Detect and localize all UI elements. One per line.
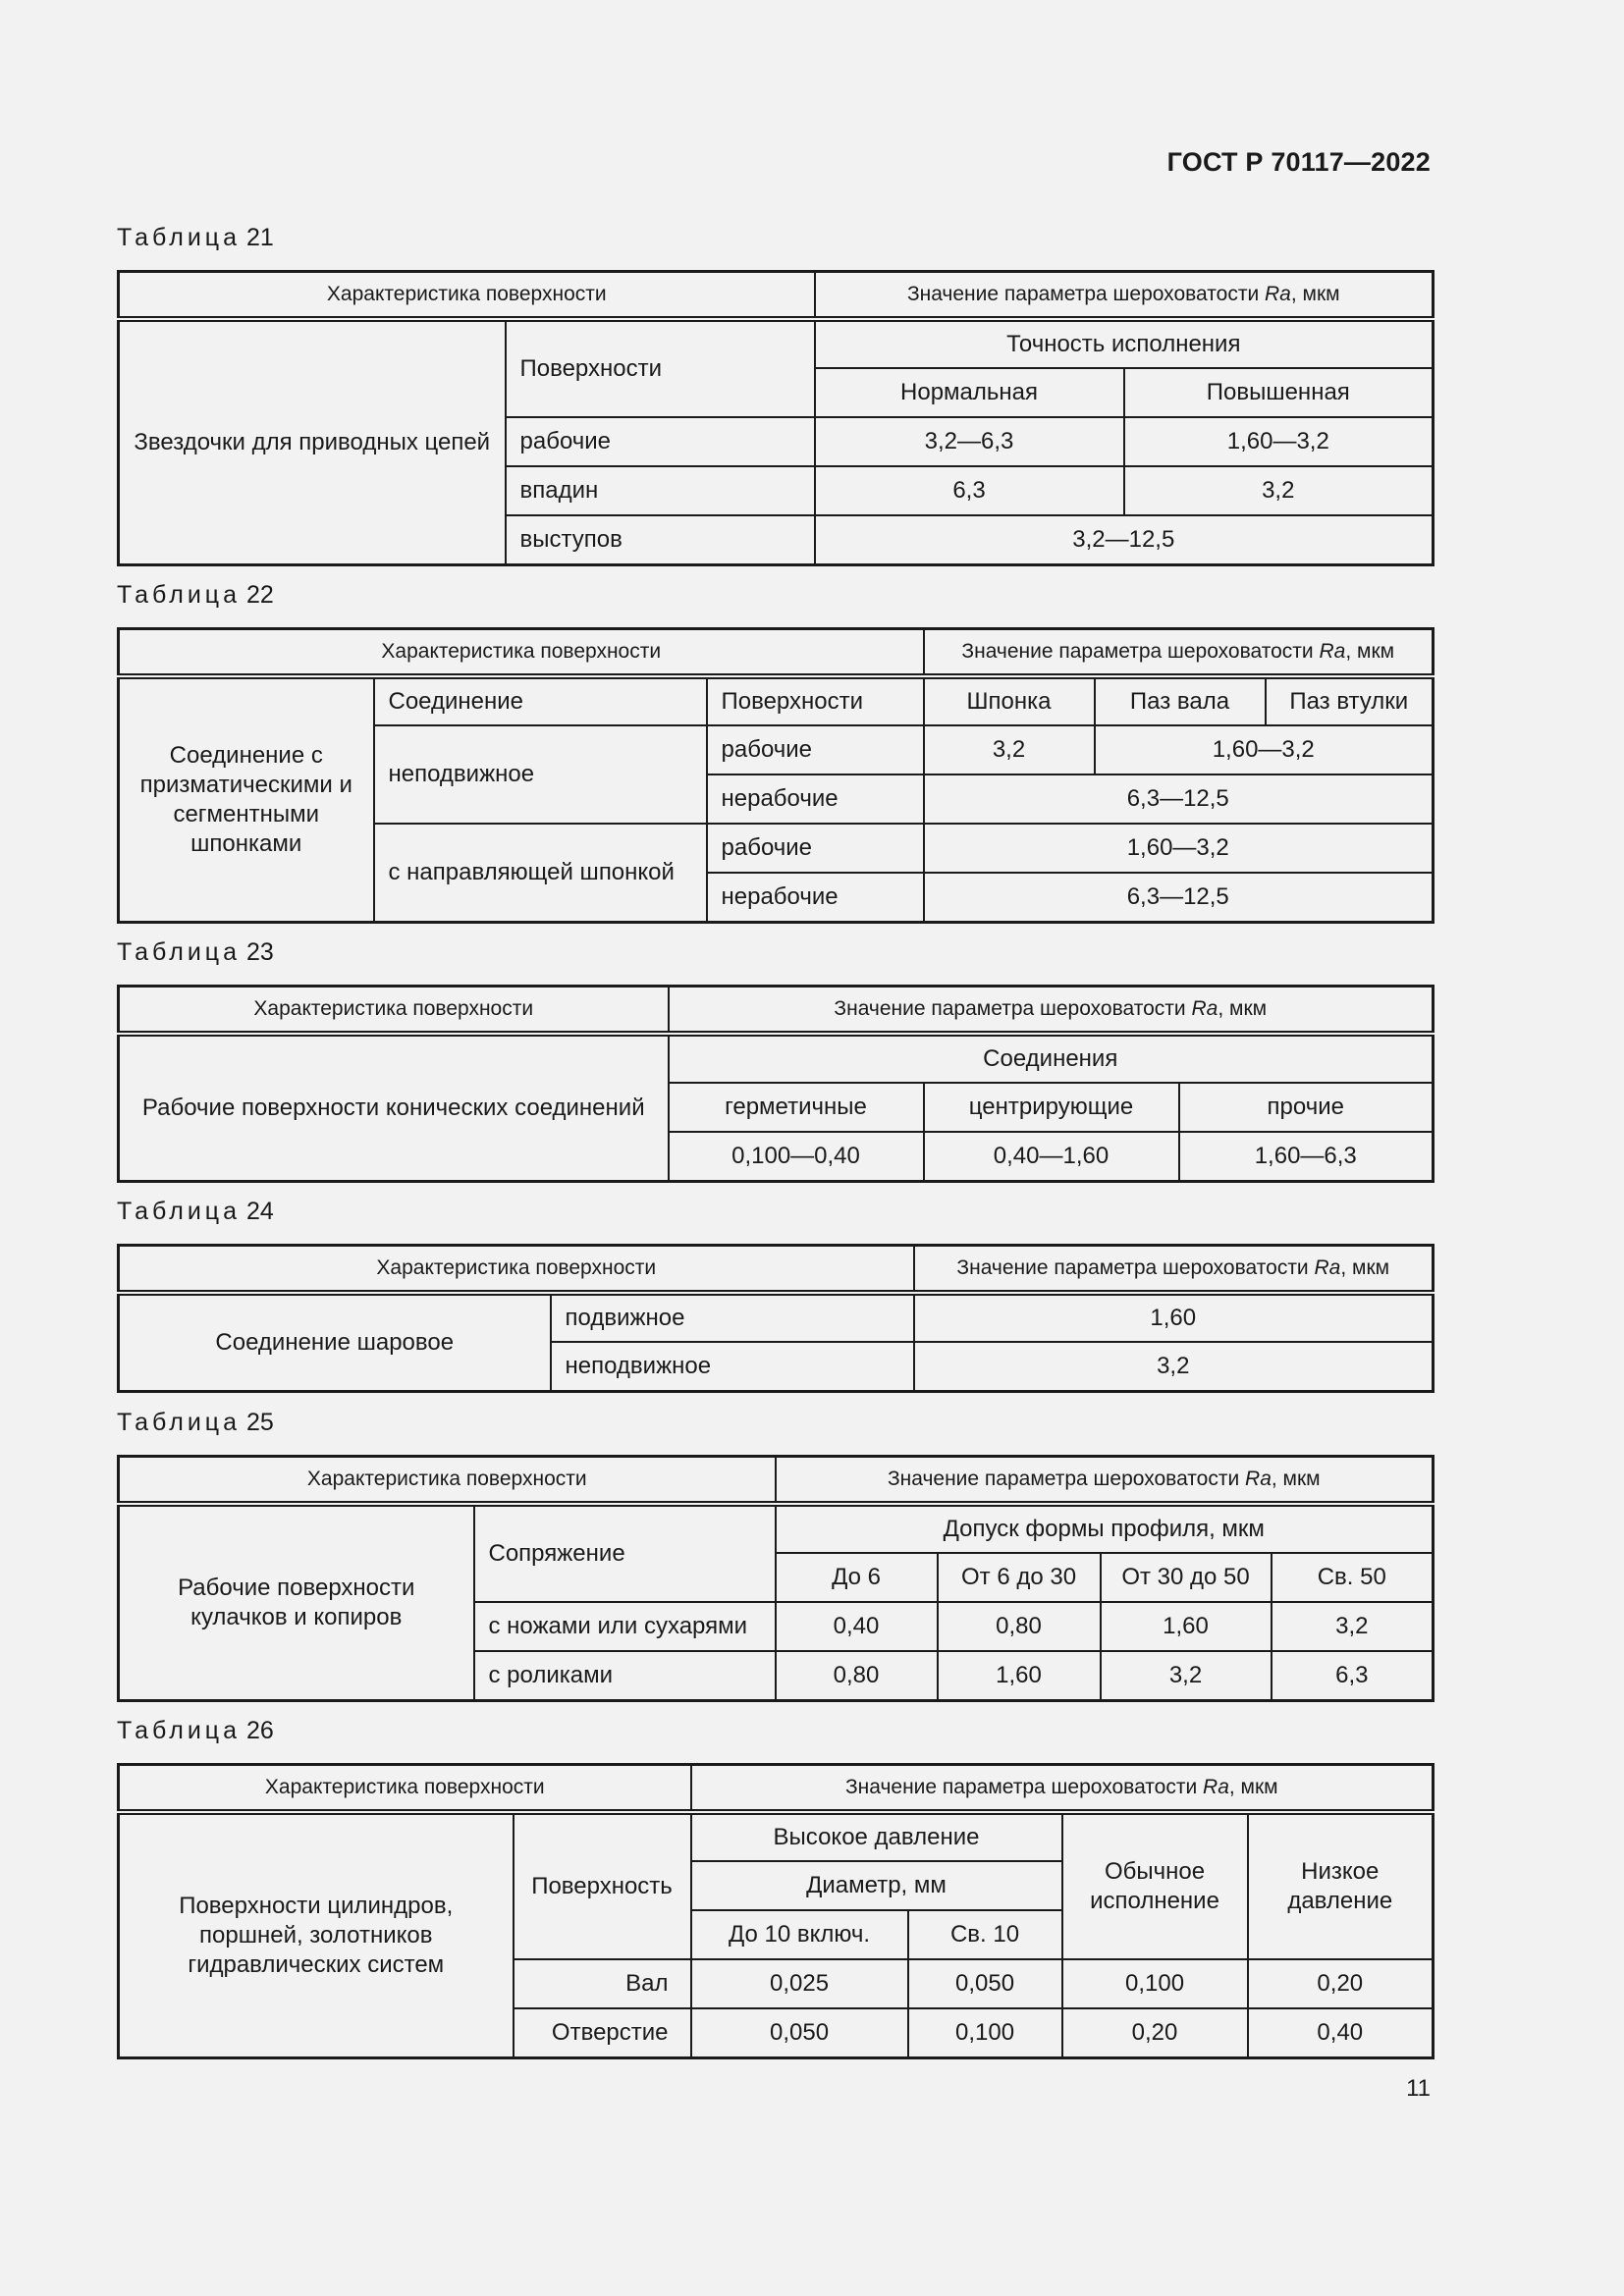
connection-header: Соединение — [374, 676, 707, 725]
table-row: впадин 6,3 3,2 — [119, 466, 1434, 515]
tolerance-header: Допуск формы профиля, мкм — [776, 1504, 1434, 1553]
table-22-caption: Таблица 22 — [117, 581, 274, 609]
table-22 — [117, 627, 1435, 924]
value-header: Значение параметра шероховатости Ra, мкм — [691, 1765, 1434, 1813]
value-header: Значение параметра шероховатости Ra, мкм — [669, 987, 1434, 1035]
table-25-caption: Таблица 25 — [117, 1409, 274, 1436]
table-row: Вал 0,025 0,050 0,100 0,20 — [119, 1959, 1434, 2008]
normal-header: Нормальная — [815, 368, 1124, 417]
accuracy-header: Точность исполнения — [815, 319, 1434, 368]
char-header: Характеристика поверхности — [119, 1246, 914, 1294]
table-26-caption: Таблица 26 — [117, 1717, 274, 1744]
shaft-slot-header: Паз вала — [1095, 676, 1266, 725]
char-header: Характеристика поверхности — [119, 272, 815, 320]
surfaces-header: Поверхности — [707, 676, 924, 725]
connections-header: Соединения — [669, 1034, 1434, 1083]
table-row: с ножами или сухарями 0,40 0,80 1,60 3,2 — [119, 1602, 1434, 1651]
table-row: неподвижное рабочие 3,2 1,60—3,2 — [119, 725, 1434, 774]
table-row: с роликами 0,80 1,60 3,2 6,3 — [119, 1651, 1434, 1700]
low-pressure-header: Низкое давление — [1248, 1812, 1434, 1959]
diameter-header: Диаметр, мм — [691, 1861, 1062, 1910]
caption-number: 21 — [246, 224, 274, 251]
table-row: Соединение шаровое подвижное 1,60 — [119, 1293, 1434, 1342]
table-23: Характеристика поверхности Значение параметра шероховатости Ra, мкм Рабочие поверхности конических соединений Соединения герметичные центрирующие прочие 0,100—0,40 0,40—1,60 1,60—6,3 — [117, 985, 1435, 1183]
table-row: выступов 3,2—12,5 — [119, 515, 1434, 564]
char-header: Характеристика поверхности — [119, 1765, 691, 1813]
page-number: 11 — [1406, 2075, 1431, 2102]
key-header: Шпонка — [924, 676, 1095, 725]
value-header: Значение параметра шероховатости Ra, мкм — [776, 1457, 1434, 1505]
table-26: Характеристика поверхности Значение параметра шероховатости Ra, мкм Поверхности цилиндров, поршней, золотников гидравлических систем Поверхность Высокое давление Обычное исполнение Низкое давление Диаметр, мм До 10 включ. Св. 10 Вал 0,025 0,050 0,100 0,20 Отверстие 0,050 0,100 0,20 0,40 — [117, 1763, 1435, 2059]
value-header: Значение параметра шероховатости Ra, мкм — [924, 629, 1434, 677]
surface-header: Поверхность — [514, 1812, 691, 1959]
subject-cell: Рабочие поверхности кулачков и копиров — [119, 1504, 474, 1700]
document-code: ГОСТ Р 70117—2022 — [1166, 147, 1431, 177]
table-row: нерабочие 6,3—12,5 — [119, 774, 1434, 824]
table-row: рабочие 3,2—6,3 1,60—3,2 — [119, 417, 1434, 466]
char-header: Характеристика поверхности — [119, 987, 669, 1035]
table-24-caption: Таблица 24 — [117, 1198, 274, 1225]
subject-cell: Звездочки для приводных цепей — [119, 319, 506, 564]
high-pressure-header: Высокое давление — [691, 1812, 1062, 1861]
char-header: Характеристика поверхности — [119, 1457, 776, 1505]
hub-slot-header: Паз втулки — [1266, 676, 1434, 725]
caption-word: Таблица — [117, 224, 242, 251]
value-header: Значение параметра шероховатости Ra, мкм — [815, 272, 1434, 320]
subject-cell: Рабочие поверхности конических соединений — [119, 1034, 669, 1181]
table-row: 0,100—0,40 0,40—1,60 1,60—6,3 — [119, 1132, 1434, 1181]
raised-header: Повышенная — [1124, 368, 1434, 417]
subject-cell: Соединение шаровое — [119, 1293, 551, 1391]
surfaces-header: Поверхности — [506, 319, 815, 417]
table-21 — [117, 270, 1435, 566]
table-24 — [117, 1244, 1435, 1393]
table-row: нерабочие 6,3—12,5 — [119, 873, 1434, 922]
table-21-caption — [117, 224, 274, 252]
table-25: Характеристика поверхности Значение параметра шероховатости Ra, мкм Рабочие поверхности кулачков и копиров Сопряжение Допуск формы профиля, мкм До 6 От 6 до 30 От 30 до 50 Св. 50 с ножами или сухарями 0,40 0,80 1,60 3,2 с роликами 0,80 1,60 3,2 6,3 — [117, 1455, 1435, 1702]
normal-header: Обычное исполнение — [1062, 1812, 1248, 1959]
char-header: Характеристика поверхности — [119, 629, 924, 677]
value-header: Значение параметра шероховатости Ra, мкм — [914, 1246, 1434, 1294]
table-row: неподвижное 3,2 — [119, 1342, 1434, 1391]
subject-cell: Поверхности цилиндров, поршней, золотников гидравлических систем — [119, 1812, 514, 2057]
table-23-caption: Таблица 23 — [117, 938, 274, 966]
table-row: Отверстие 0,050 0,100 0,20 0,40 — [119, 2008, 1434, 2057]
mate-header: Сопряжение — [474, 1504, 776, 1602]
table-row: с направляющей шпонкой рабочие 1,60—3,2 — [119, 824, 1434, 873]
subject-cell: Соединение с призматическими и сегментными шпонками — [119, 676, 374, 922]
